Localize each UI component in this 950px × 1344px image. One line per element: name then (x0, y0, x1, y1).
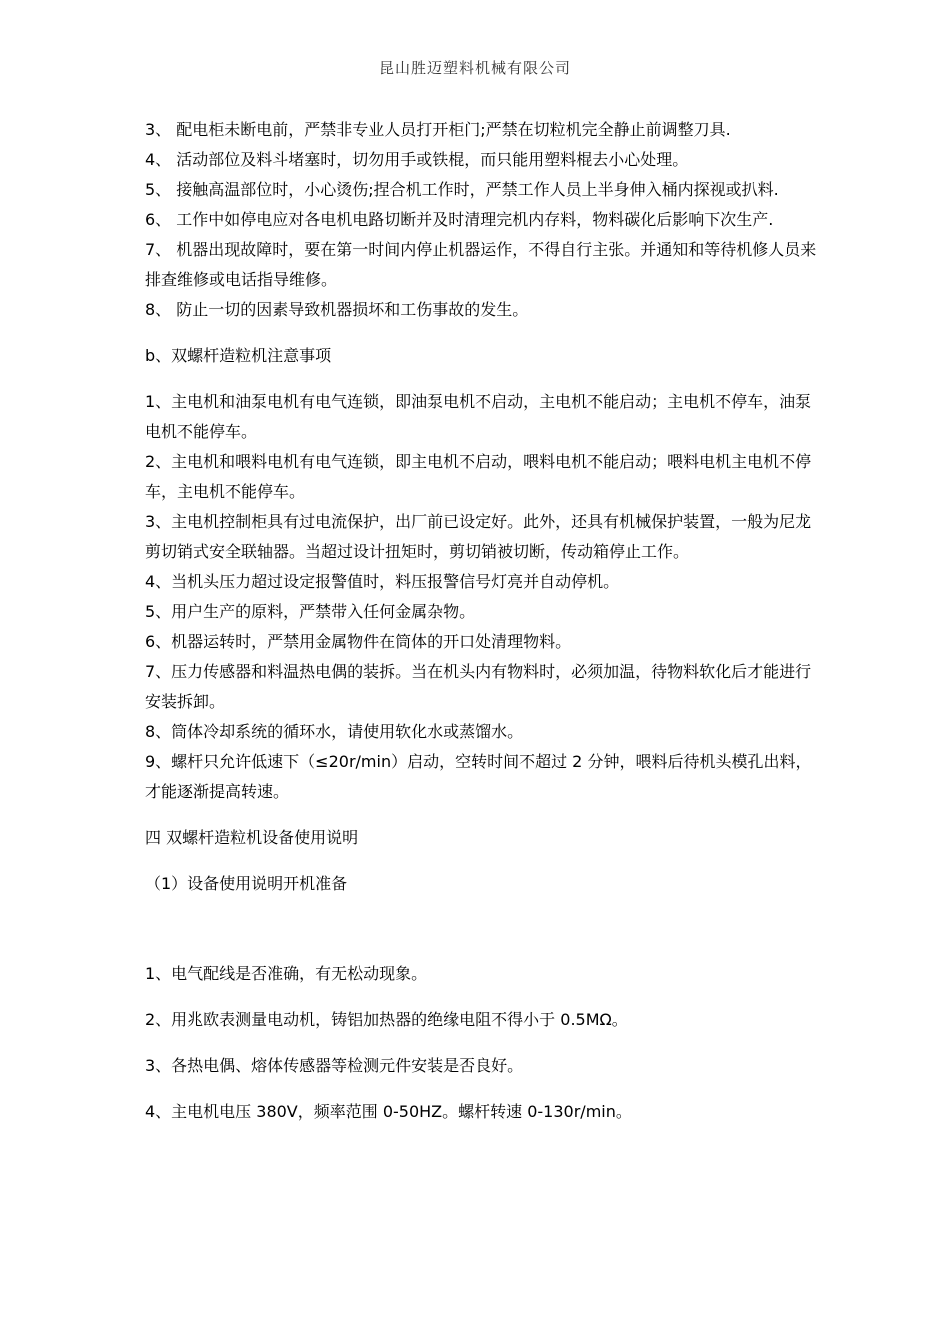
section-b-item-2: 2、主电机和喂料电机有电气连锁，即主电机不启动，喂料电机不能启动；喂料电机主电机不停车，主电机不能停车。 (145, 452, 812, 501)
section-b-item-9: 9、螺杆只允许低速下（≤20r/min）启动，空转时间不超过 2 分钟，喂料后待机头模孔出料，才能逐渐提高转速。 (145, 752, 812, 801)
page-header: 昆山胜迈塑料机械有限公司 (378, 59, 571, 77)
section-b-item-6: 6、机器运转时，严禁用金属物件在筒体的开口处清理物料。 (145, 632, 572, 651)
section-4-item-2: 2、用兆欧表测量电动机，铸铝加热器的绝缘电阻不得小于 0.5MΩ。 (145, 1010, 628, 1029)
section-a-item-4: 4、 活动部位及料斗堵塞时，切勿用手或铁棍，而只能用塑料棍去小心处理。 (145, 150, 689, 169)
section-4-item-3: 3、各热电偶、熔体传感器等检测元件安装是否良好。 (145, 1056, 524, 1075)
section-4-item-4: 4、主电机电压 380V，频率范围 0-50HZ。螺杆转速 0-130r/min。 (145, 1102, 632, 1121)
section-b-item-1: 1、主电机和油泵电机有电气连锁，即油泵电机不启动，主电机不能启动；主电机不停车，油泵电机不能停车。 (145, 392, 812, 441)
section-4-title: 四 双螺杆造粒机设备使用说明 (145, 828, 359, 847)
section-b-item-7: 7、压力传感器和料温热电偶的装拆。当在机头内有物料时，必须加温，待物料软化后才能进行安装拆卸。 (145, 662, 812, 711)
section-a-item-5: 5、 接触高温部位时，小心烫伤;捏合机工作时，严禁工作人员上半身伸入桶内探视或扒料. (145, 180, 779, 199)
section-a-item-3: 3、 配电柜未断电前，严禁非专业人员打开柜门;严禁在切粒机完全静止前调整刀具. (145, 120, 731, 139)
section-b-title: b、双螺杆造粒机注意事项 (145, 346, 332, 365)
section-a-item-6: 6、 工作中如停电应对各电机电路切断并及时清理完机内存料，物料碳化后影响下次生产. (145, 210, 774, 229)
section-4-item-1: 1、电气配线是否准确，有无松动现象。 (145, 964, 428, 983)
section-b-item-5: 5、用户生产的原料，严禁带入任何金属杂物。 (145, 602, 476, 621)
section-4-subtitle: （1）设备使用说明开机准备 (145, 874, 348, 893)
section-b-item-4: 4、当机头压力超过设定报警值时，料压报警信号灯亮并自动停机。 (145, 572, 620, 591)
section-b-item-3: 3、主电机控制柜具有过电流保护，出厂前已设定好。此外，还具有机械保护装置，一般为尼龙剪切销式安全联轴器。当超过设计扭矩时，剪切销被切断，传动箱停止工作。 (145, 512, 812, 561)
section-a-item-8: 8、 防止一切的因素导致机器损坏和工伤事故的发生。 (145, 300, 529, 319)
section-a-item-7: 7、 机器出现故障时，要在第一时间内停止机器运作，不得自行主张。并通知和等待机修人员来排查维修或电话指导维修。 (145, 240, 817, 289)
document-body (145, 115, 825, 1127)
section-b-item-8: 8、筒体冷却系统的循环水，请使用软化水或蒸馏水。 (145, 722, 524, 741)
